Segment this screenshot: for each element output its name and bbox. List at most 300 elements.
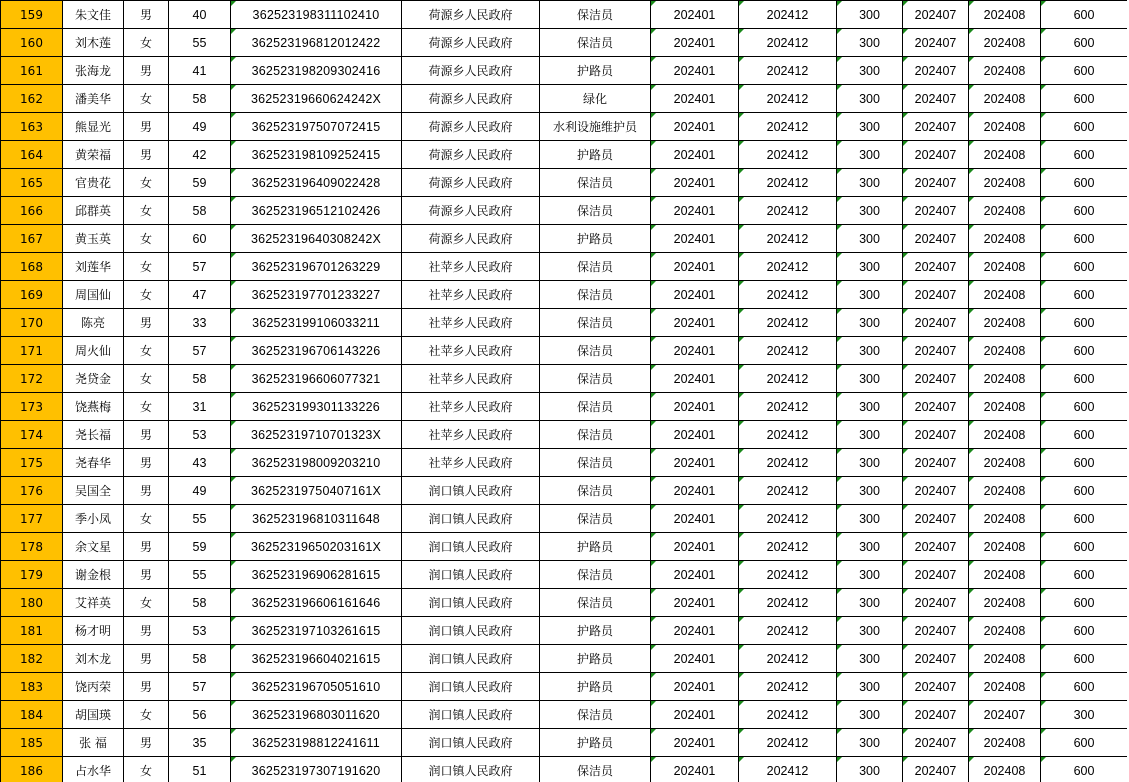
start-month-cell[interactable]: 202401 (651, 701, 739, 729)
name-cell[interactable]: 余文星 (63, 533, 124, 561)
organization-cell[interactable]: 社苹乡人民政府 (402, 281, 540, 309)
position-cell[interactable]: 护路员 (540, 673, 651, 701)
position-cell[interactable]: 保洁员 (540, 701, 651, 729)
end-month-cell[interactable]: 202412 (739, 309, 837, 337)
id-number-cell[interactable]: 362523198009203210 (231, 449, 402, 477)
age-cell[interactable]: 53 (169, 617, 231, 645)
total-cell[interactable]: 600 (1041, 57, 1128, 85)
total-cell[interactable]: 600 (1041, 1, 1128, 29)
id-number-cell[interactable]: 36252319650203161X (231, 533, 402, 561)
gender-cell[interactable]: 女 (124, 365, 169, 393)
start-month-cell[interactable]: 202401 (651, 589, 739, 617)
name-cell[interactable]: 邱群英 (63, 197, 124, 225)
id-number-cell[interactable]: 362523197103261615 (231, 617, 402, 645)
amount-cell[interactable]: 300 (837, 253, 903, 281)
position-cell[interactable]: 绿化 (540, 85, 651, 113)
age-cell[interactable]: 58 (169, 645, 231, 673)
organization-cell[interactable]: 润口镇人民政府 (402, 561, 540, 589)
row-number-cell[interactable]: 165 (1, 169, 63, 197)
gender-cell[interactable]: 女 (124, 29, 169, 57)
start-month-cell[interactable]: 202401 (651, 141, 739, 169)
amount-cell[interactable]: 300 (837, 1, 903, 29)
row-number-cell[interactable]: 175 (1, 449, 63, 477)
amount-cell[interactable]: 300 (837, 57, 903, 85)
period-end-cell[interactable]: 202408 (969, 281, 1041, 309)
period-start-cell[interactable]: 202407 (903, 225, 969, 253)
period-end-cell[interactable]: 202408 (969, 169, 1041, 197)
end-month-cell[interactable]: 202412 (739, 701, 837, 729)
age-cell[interactable]: 57 (169, 337, 231, 365)
gender-cell[interactable]: 女 (124, 197, 169, 225)
gender-cell[interactable]: 女 (124, 393, 169, 421)
gender-cell[interactable]: 男 (124, 617, 169, 645)
id-number-cell[interactable]: 362523196705051610 (231, 673, 402, 701)
amount-cell[interactable]: 300 (837, 421, 903, 449)
position-cell[interactable]: 护路员 (540, 533, 651, 561)
period-end-cell[interactable]: 202408 (969, 673, 1041, 701)
gender-cell[interactable]: 男 (124, 1, 169, 29)
gender-cell[interactable]: 男 (124, 113, 169, 141)
period-start-cell[interactable]: 202407 (903, 449, 969, 477)
name-cell[interactable]: 张海龙 (63, 57, 124, 85)
organization-cell[interactable]: 荷源乡人民政府 (402, 197, 540, 225)
name-cell[interactable]: 尧贷金 (63, 365, 124, 393)
name-cell[interactable]: 朱文佳 (63, 1, 124, 29)
period-start-cell[interactable]: 202407 (903, 533, 969, 561)
row-number-cell[interactable]: 176 (1, 477, 63, 505)
organization-cell[interactable]: 润口镇人民政府 (402, 673, 540, 701)
total-cell[interactable]: 300 (1041, 701, 1128, 729)
amount-cell[interactable]: 300 (837, 85, 903, 113)
position-cell[interactable]: 保洁员 (540, 757, 651, 782)
amount-cell[interactable]: 300 (837, 477, 903, 505)
period-start-cell[interactable]: 202407 (903, 1, 969, 29)
period-start-cell[interactable]: 202407 (903, 421, 969, 449)
name-cell[interactable]: 黄玉英 (63, 225, 124, 253)
period-end-cell[interactable]: 202408 (969, 57, 1041, 85)
start-month-cell[interactable]: 202401 (651, 505, 739, 533)
organization-cell[interactable]: 润口镇人民政府 (402, 701, 540, 729)
name-cell[interactable]: 谢金根 (63, 561, 124, 589)
period-start-cell[interactable]: 202407 (903, 113, 969, 141)
age-cell[interactable]: 59 (169, 533, 231, 561)
position-cell[interactable]: 保洁员 (540, 589, 651, 617)
position-cell[interactable]: 保洁员 (540, 561, 651, 589)
start-month-cell[interactable]: 202401 (651, 113, 739, 141)
period-end-cell[interactable]: 202408 (969, 113, 1041, 141)
name-cell[interactable]: 占水华 (63, 757, 124, 782)
position-cell[interactable]: 护路员 (540, 645, 651, 673)
start-month-cell[interactable]: 202401 (651, 729, 739, 757)
organization-cell[interactable]: 社苹乡人民政府 (402, 421, 540, 449)
end-month-cell[interactable]: 202412 (739, 673, 837, 701)
age-cell[interactable]: 40 (169, 1, 231, 29)
period-end-cell[interactable]: 202408 (969, 533, 1041, 561)
end-month-cell[interactable]: 202412 (739, 113, 837, 141)
period-start-cell[interactable]: 202407 (903, 393, 969, 421)
id-number-cell[interactable]: 362523196604021615 (231, 645, 402, 673)
period-start-cell[interactable]: 202407 (903, 701, 969, 729)
period-end-cell[interactable]: 202408 (969, 617, 1041, 645)
row-number-cell[interactable]: 161 (1, 57, 63, 85)
name-cell[interactable]: 吴国全 (63, 477, 124, 505)
name-cell[interactable]: 尧长福 (63, 421, 124, 449)
row-number-cell[interactable]: 168 (1, 253, 63, 281)
period-start-cell[interactable]: 202407 (903, 365, 969, 393)
total-cell[interactable]: 600 (1041, 757, 1128, 782)
total-cell[interactable]: 600 (1041, 141, 1128, 169)
gender-cell[interactable]: 女 (124, 225, 169, 253)
period-start-cell[interactable]: 202407 (903, 757, 969, 782)
period-end-cell[interactable]: 202408 (969, 197, 1041, 225)
id-number-cell[interactable]: 362523196606077321 (231, 365, 402, 393)
start-month-cell[interactable]: 202401 (651, 197, 739, 225)
id-number-cell[interactable]: 362523198311102410 (231, 1, 402, 29)
organization-cell[interactable]: 社苹乡人民政府 (402, 309, 540, 337)
age-cell[interactable]: 43 (169, 449, 231, 477)
period-end-cell[interactable]: 202408 (969, 141, 1041, 169)
end-month-cell[interactable]: 202412 (739, 393, 837, 421)
start-month-cell[interactable]: 202401 (651, 85, 739, 113)
period-start-cell[interactable]: 202407 (903, 505, 969, 533)
period-start-cell[interactable]: 202407 (903, 309, 969, 337)
gender-cell[interactable]: 男 (124, 477, 169, 505)
id-number-cell[interactable]: 362523197307191620 (231, 757, 402, 782)
organization-cell[interactable]: 润口镇人民政府 (402, 645, 540, 673)
id-number-cell[interactable]: 362523198812241611 (231, 729, 402, 757)
period-start-cell[interactable]: 202407 (903, 29, 969, 57)
organization-cell[interactable]: 社苹乡人民政府 (402, 337, 540, 365)
start-month-cell[interactable]: 202401 (651, 225, 739, 253)
end-month-cell[interactable]: 202412 (739, 589, 837, 617)
id-number-cell[interactable]: 362523197701233227 (231, 281, 402, 309)
organization-cell[interactable]: 荷源乡人民政府 (402, 29, 540, 57)
row-number-cell[interactable]: 183 (1, 673, 63, 701)
amount-cell[interactable]: 300 (837, 533, 903, 561)
id-number-cell[interactable]: 362523199301133226 (231, 393, 402, 421)
total-cell[interactable]: 600 (1041, 533, 1128, 561)
name-cell[interactable]: 周火仙 (63, 337, 124, 365)
gender-cell[interactable]: 女 (124, 589, 169, 617)
row-number-cell[interactable]: 177 (1, 505, 63, 533)
organization-cell[interactable]: 荷源乡人民政府 (402, 1, 540, 29)
amount-cell[interactable]: 300 (837, 141, 903, 169)
gender-cell[interactable]: 男 (124, 729, 169, 757)
period-start-cell[interactable]: 202407 (903, 673, 969, 701)
age-cell[interactable]: 51 (169, 757, 231, 782)
start-month-cell[interactable]: 202401 (651, 337, 739, 365)
period-start-cell[interactable]: 202407 (903, 729, 969, 757)
start-month-cell[interactable]: 202401 (651, 309, 739, 337)
period-end-cell[interactable]: 202408 (969, 225, 1041, 253)
position-cell[interactable]: 保洁员 (540, 197, 651, 225)
start-month-cell[interactable]: 202401 (651, 29, 739, 57)
gender-cell[interactable]: 女 (124, 281, 169, 309)
name-cell[interactable]: 艾祥英 (63, 589, 124, 617)
position-cell[interactable]: 护路员 (540, 225, 651, 253)
end-month-cell[interactable]: 202412 (739, 421, 837, 449)
name-cell[interactable]: 黄荣福 (63, 141, 124, 169)
end-month-cell[interactable]: 202412 (739, 337, 837, 365)
end-month-cell[interactable]: 202412 (739, 29, 837, 57)
amount-cell[interactable]: 300 (837, 505, 903, 533)
row-number-cell[interactable]: 178 (1, 533, 63, 561)
organization-cell[interactable]: 荷源乡人民政府 (402, 57, 540, 85)
row-number-cell[interactable]: 171 (1, 337, 63, 365)
amount-cell[interactable]: 300 (837, 365, 903, 393)
id-number-cell[interactable]: 362523197507072415 (231, 113, 402, 141)
amount-cell[interactable]: 300 (837, 729, 903, 757)
start-month-cell[interactable]: 202401 (651, 673, 739, 701)
gender-cell[interactable]: 女 (124, 85, 169, 113)
period-end-cell[interactable]: 202408 (969, 561, 1041, 589)
age-cell[interactable]: 31 (169, 393, 231, 421)
age-cell[interactable]: 49 (169, 113, 231, 141)
period-end-cell[interactable]: 202407 (969, 701, 1041, 729)
age-cell[interactable]: 47 (169, 281, 231, 309)
start-month-cell[interactable]: 202401 (651, 253, 739, 281)
position-cell[interactable]: 保洁员 (540, 505, 651, 533)
amount-cell[interactable]: 300 (837, 113, 903, 141)
start-month-cell[interactable]: 202401 (651, 393, 739, 421)
position-cell[interactable]: 保洁员 (540, 337, 651, 365)
age-cell[interactable]: 55 (169, 29, 231, 57)
amount-cell[interactable]: 300 (837, 645, 903, 673)
row-number-cell[interactable]: 173 (1, 393, 63, 421)
amount-cell[interactable]: 300 (837, 561, 903, 589)
start-month-cell[interactable]: 202401 (651, 645, 739, 673)
id-number-cell[interactable]: 362523196810311648 (231, 505, 402, 533)
name-cell[interactable]: 胡国瑛 (63, 701, 124, 729)
total-cell[interactable]: 600 (1041, 113, 1128, 141)
name-cell[interactable]: 官贵花 (63, 169, 124, 197)
total-cell[interactable]: 600 (1041, 85, 1128, 113)
total-cell[interactable]: 600 (1041, 169, 1128, 197)
id-number-cell[interactable]: 362523198209302416 (231, 57, 402, 85)
row-number-cell[interactable]: 164 (1, 141, 63, 169)
organization-cell[interactable]: 荷源乡人民政府 (402, 113, 540, 141)
end-month-cell[interactable]: 202412 (739, 141, 837, 169)
organization-cell[interactable]: 润口镇人民政府 (402, 589, 540, 617)
name-cell[interactable]: 陈亮 (63, 309, 124, 337)
total-cell[interactable]: 600 (1041, 729, 1128, 757)
row-number-cell[interactable]: 172 (1, 365, 63, 393)
name-cell[interactable]: 饶燕梅 (63, 393, 124, 421)
position-cell[interactable]: 护路员 (540, 57, 651, 85)
total-cell[interactable]: 600 (1041, 561, 1128, 589)
period-end-cell[interactable]: 202408 (969, 589, 1041, 617)
amount-cell[interactable]: 300 (837, 757, 903, 782)
total-cell[interactable]: 600 (1041, 253, 1128, 281)
gender-cell[interactable]: 女 (124, 701, 169, 729)
gender-cell[interactable]: 男 (124, 141, 169, 169)
gender-cell[interactable]: 女 (124, 169, 169, 197)
id-number-cell[interactable]: 362523196906281615 (231, 561, 402, 589)
position-cell[interactable]: 保洁员 (540, 281, 651, 309)
position-cell[interactable]: 保洁员 (540, 365, 651, 393)
position-cell[interactable]: 保洁员 (540, 1, 651, 29)
period-end-cell[interactable]: 202408 (969, 449, 1041, 477)
row-number-cell[interactable]: 160 (1, 29, 63, 57)
organization-cell[interactable]: 润口镇人民政府 (402, 757, 540, 782)
gender-cell[interactable]: 女 (124, 757, 169, 782)
period-end-cell[interactable]: 202408 (969, 85, 1041, 113)
period-start-cell[interactable]: 202407 (903, 281, 969, 309)
period-end-cell[interactable]: 202408 (969, 365, 1041, 393)
id-number-cell[interactable]: 362523199106033211 (231, 309, 402, 337)
name-cell[interactable]: 刘木莲 (63, 29, 124, 57)
amount-cell[interactable]: 300 (837, 169, 903, 197)
position-cell[interactable]: 保洁员 (540, 169, 651, 197)
total-cell[interactable]: 600 (1041, 645, 1128, 673)
organization-cell[interactable]: 润口镇人民政府 (402, 729, 540, 757)
amount-cell[interactable]: 300 (837, 589, 903, 617)
amount-cell[interactable]: 300 (837, 309, 903, 337)
id-number-cell[interactable]: 36252319640308242X (231, 225, 402, 253)
total-cell[interactable]: 600 (1041, 281, 1128, 309)
end-month-cell[interactable]: 202412 (739, 1, 837, 29)
amount-cell[interactable]: 300 (837, 337, 903, 365)
total-cell[interactable]: 600 (1041, 393, 1128, 421)
organization-cell[interactable]: 润口镇人民政府 (402, 617, 540, 645)
row-number-cell[interactable]: 169 (1, 281, 63, 309)
amount-cell[interactable]: 300 (837, 29, 903, 57)
row-number-cell[interactable]: 180 (1, 589, 63, 617)
gender-cell[interactable]: 男 (124, 673, 169, 701)
name-cell[interactable]: 季小凤 (63, 505, 124, 533)
total-cell[interactable]: 600 (1041, 309, 1128, 337)
gender-cell[interactable]: 男 (124, 533, 169, 561)
organization-cell[interactable]: 荷源乡人民政府 (402, 141, 540, 169)
amount-cell[interactable]: 300 (837, 449, 903, 477)
gender-cell[interactable]: 男 (124, 57, 169, 85)
age-cell[interactable]: 59 (169, 169, 231, 197)
end-month-cell[interactable]: 202412 (739, 729, 837, 757)
total-cell[interactable]: 600 (1041, 421, 1128, 449)
id-number-cell[interactable]: 362523196706143226 (231, 337, 402, 365)
age-cell[interactable]: 55 (169, 561, 231, 589)
start-month-cell[interactable]: 202401 (651, 169, 739, 197)
row-number-cell[interactable]: 163 (1, 113, 63, 141)
row-number-cell[interactable]: 184 (1, 701, 63, 729)
amount-cell[interactable]: 300 (837, 225, 903, 253)
gender-cell[interactable]: 男 (124, 449, 169, 477)
organization-cell[interactable]: 社苹乡人民政府 (402, 253, 540, 281)
organization-cell[interactable]: 荷源乡人民政府 (402, 225, 540, 253)
start-month-cell[interactable]: 202401 (651, 477, 739, 505)
name-cell[interactable]: 刘莲华 (63, 253, 124, 281)
period-end-cell[interactable]: 202408 (969, 477, 1041, 505)
total-cell[interactable]: 600 (1041, 449, 1128, 477)
age-cell[interactable]: 56 (169, 701, 231, 729)
organization-cell[interactable]: 润口镇人民政府 (402, 505, 540, 533)
total-cell[interactable]: 600 (1041, 505, 1128, 533)
start-month-cell[interactable]: 202401 (651, 281, 739, 309)
organization-cell[interactable]: 社苹乡人民政府 (402, 393, 540, 421)
name-cell[interactable]: 熊显光 (63, 113, 124, 141)
age-cell[interactable]: 53 (169, 421, 231, 449)
age-cell[interactable]: 58 (169, 589, 231, 617)
amount-cell[interactable]: 300 (837, 617, 903, 645)
period-end-cell[interactable]: 202408 (969, 645, 1041, 673)
total-cell[interactable]: 600 (1041, 589, 1128, 617)
row-number-cell[interactable]: 186 (1, 757, 63, 782)
name-cell[interactable]: 周国仙 (63, 281, 124, 309)
position-cell[interactable]: 护路员 (540, 617, 651, 645)
end-month-cell[interactable]: 202412 (739, 57, 837, 85)
period-start-cell[interactable]: 202407 (903, 57, 969, 85)
amount-cell[interactable]: 300 (837, 673, 903, 701)
name-cell[interactable]: 尧春华 (63, 449, 124, 477)
position-cell[interactable]: 保洁员 (540, 29, 651, 57)
end-month-cell[interactable]: 202412 (739, 85, 837, 113)
row-number-cell[interactable]: 185 (1, 729, 63, 757)
total-cell[interactable]: 600 (1041, 197, 1128, 225)
position-cell[interactable]: 保洁员 (540, 393, 651, 421)
start-month-cell[interactable]: 202401 (651, 1, 739, 29)
position-cell[interactable]: 水利设施维护员 (540, 113, 651, 141)
end-month-cell[interactable]: 202412 (739, 253, 837, 281)
organization-cell[interactable]: 荷源乡人民政府 (402, 85, 540, 113)
end-month-cell[interactable]: 202412 (739, 645, 837, 673)
position-cell[interactable]: 保洁员 (540, 477, 651, 505)
organization-cell[interactable]: 社苹乡人民政府 (402, 449, 540, 477)
position-cell[interactable]: 保洁员 (540, 449, 651, 477)
period-start-cell[interactable]: 202407 (903, 169, 969, 197)
row-number-cell[interactable]: 182 (1, 645, 63, 673)
name-cell[interactable]: 饶丙荣 (63, 673, 124, 701)
gender-cell[interactable]: 男 (124, 421, 169, 449)
end-month-cell[interactable]: 202412 (739, 561, 837, 589)
total-cell[interactable]: 600 (1041, 673, 1128, 701)
period-end-cell[interactable]: 202408 (969, 505, 1041, 533)
end-month-cell[interactable]: 202412 (739, 757, 837, 782)
name-cell[interactable]: 刘木龙 (63, 645, 124, 673)
amount-cell[interactable]: 300 (837, 281, 903, 309)
id-number-cell[interactable]: 36252319750407161X (231, 477, 402, 505)
row-number-cell[interactable]: 167 (1, 225, 63, 253)
age-cell[interactable]: 57 (169, 673, 231, 701)
age-cell[interactable]: 58 (169, 197, 231, 225)
row-number-cell[interactable]: 166 (1, 197, 63, 225)
period-start-cell[interactable]: 202407 (903, 85, 969, 113)
organization-cell[interactable]: 荷源乡人民政府 (402, 169, 540, 197)
id-number-cell[interactable]: 362523196701263229 (231, 253, 402, 281)
total-cell[interactable]: 600 (1041, 29, 1128, 57)
id-number-cell[interactable]: 36252319710701323X (231, 421, 402, 449)
organization-cell[interactable]: 润口镇人民政府 (402, 533, 540, 561)
age-cell[interactable]: 57 (169, 253, 231, 281)
gender-cell[interactable]: 女 (124, 337, 169, 365)
age-cell[interactable]: 55 (169, 505, 231, 533)
gender-cell[interactable]: 男 (124, 645, 169, 673)
id-number-cell[interactable]: 362523196606161646 (231, 589, 402, 617)
organization-cell[interactable]: 社苹乡人民政府 (402, 365, 540, 393)
end-month-cell[interactable]: 202412 (739, 197, 837, 225)
position-cell[interactable]: 护路员 (540, 141, 651, 169)
id-number-cell[interactable]: 36252319660624242X (231, 85, 402, 113)
period-end-cell[interactable]: 202408 (969, 337, 1041, 365)
amount-cell[interactable]: 300 (837, 393, 903, 421)
period-start-cell[interactable]: 202407 (903, 141, 969, 169)
total-cell[interactable]: 600 (1041, 617, 1128, 645)
period-start-cell[interactable]: 202407 (903, 337, 969, 365)
total-cell[interactable]: 600 (1041, 477, 1128, 505)
row-number-cell[interactable]: 159 (1, 1, 63, 29)
name-cell[interactable]: 潘美华 (63, 85, 124, 113)
start-month-cell[interactable]: 202401 (651, 757, 739, 782)
period-start-cell[interactable]: 202407 (903, 561, 969, 589)
